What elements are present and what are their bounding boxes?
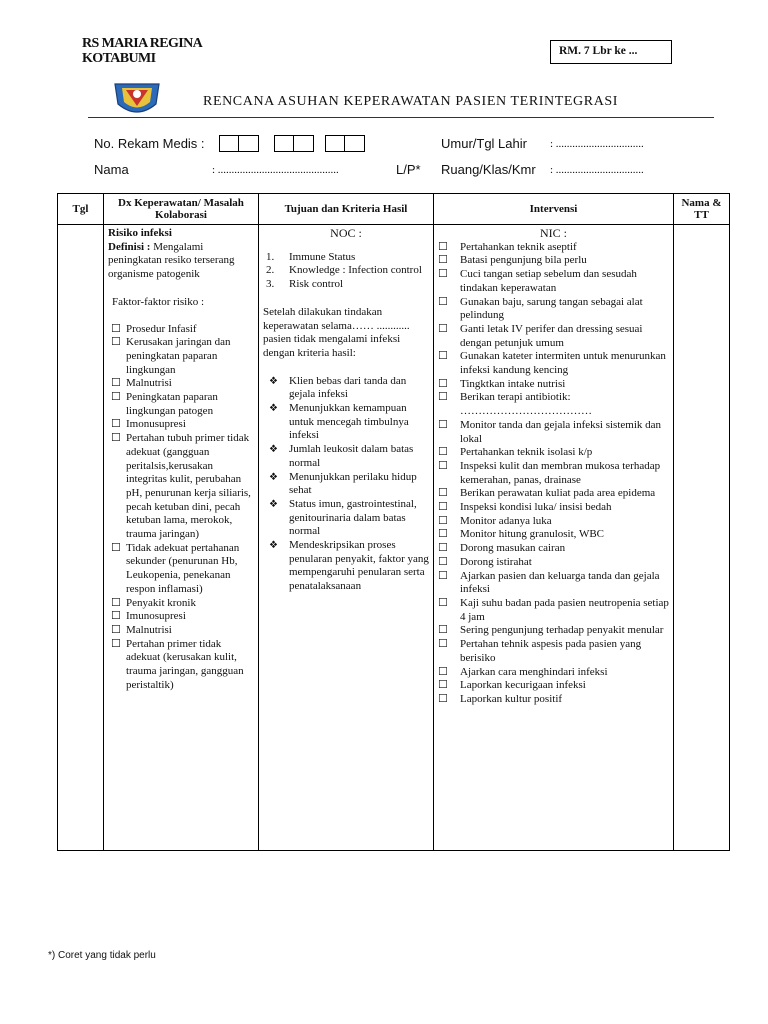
noc-item-text: Risk control <box>289 278 344 291</box>
checkbox-icon[interactable]: ☐ <box>438 514 448 527</box>
umur-field[interactable]: : ................................ <box>550 138 644 150</box>
footnote: *) Coret yang tidak perlu <box>48 950 156 961</box>
checkbox-icon[interactable]: ☐ <box>111 596 121 609</box>
nic-item <box>438 693 669 707</box>
rm-digit-box[interactable] <box>219 135 239 152</box>
noc-item-text: Immune Status <box>289 250 356 263</box>
dx-factor-item-text: Penyakit kronik <box>126 596 196 609</box>
dx-factor-item <box>108 336 254 377</box>
noc-criteria-item <box>263 498 429 539</box>
nic-item-text: Pertahankan teknik aseptif <box>460 240 577 253</box>
nic-item-text: Dorong istirahat <box>460 555 532 568</box>
dx-factor-item <box>108 418 254 432</box>
checkbox-icon[interactable]: ☐ <box>438 528 448 541</box>
noc-criteria-item <box>263 375 429 402</box>
checkbox-icon[interactable]: ☐ <box>438 487 448 500</box>
nic-item <box>438 515 669 529</box>
nic-item <box>438 666 669 680</box>
checkbox-icon[interactable]: ☐ <box>438 377 448 390</box>
noc-title: NOC : <box>330 226 362 240</box>
checkbox-icon[interactable]: ☐ <box>111 637 121 650</box>
checkbox-icon[interactable]: ☐ <box>438 665 448 678</box>
nic-item-text: Dorong masukan cairan <box>460 542 566 555</box>
noc-item <box>263 251 429 265</box>
nic-item <box>438 556 669 570</box>
nic-item <box>438 323 669 350</box>
hospital-name-line1: RS MARIA REGINA <box>82 36 203 51</box>
checkbox-icon[interactable]: ☐ <box>438 679 448 692</box>
diamond-bullet-icon: ❖ <box>269 403 278 415</box>
nic-item <box>438 597 669 624</box>
table-header-row <box>58 194 730 225</box>
nic-item-text: Pertahankan teknik isolasi k/p <box>460 446 593 459</box>
diamond-bullet-icon: ❖ <box>269 498 278 510</box>
nic-item-text: Monitor tanda dan gejala infeksi sistemik dan lokal <box>460 418 662 445</box>
nama-field[interactable]: : ............................................ <box>212 164 339 176</box>
checkbox-icon[interactable]: ☐ <box>111 322 121 335</box>
nic-item-text: Laporkan kecurigaan infeksi <box>460 679 586 692</box>
umur-label: Umur/Tgl Lahir <box>441 136 527 151</box>
nic-item-text: Berikan terapi antibiotik: ……………………………… <box>460 391 592 418</box>
form-title: RENCANA ASUHAN KEPERAWATAN PASIEN TERINTEGRASI <box>203 94 619 109</box>
nic-item <box>438 624 669 638</box>
nic-item <box>438 419 669 446</box>
nic-item <box>438 241 669 255</box>
checkbox-icon[interactable]: ☐ <box>111 623 121 636</box>
rm-digit-box[interactable] <box>325 135 345 152</box>
noc-criteria-item <box>263 471 429 498</box>
noc-criteria-item <box>263 402 429 443</box>
nic-item <box>438 391 669 418</box>
hospital-logo-icon <box>112 76 162 120</box>
nic-item-text: Gunakan baju, sarung tangan sebagai alat pelindung <box>460 295 643 322</box>
dx-factor-item-text: Pertahan tubuh primer tidak adekuat (gangguan peritalsis,kerusakan integritas kulit, perubahan pH, penurunan kerja siliaris, pecah ketuban dini, pecah ketuban lama, merokok, trauma jaringan) <box>126 432 251 541</box>
nic-item <box>438 638 669 665</box>
checkbox-icon[interactable]: ☐ <box>438 295 448 308</box>
checkbox-icon[interactable]: ☐ <box>111 610 121 623</box>
diamond-bullet-icon: ❖ <box>269 540 278 552</box>
nic-item-text: Gunakan kateter intermiten untuk menurunkan infeksi kandung kencing <box>460 350 666 377</box>
nic-item-text: Monitor hitung granulosit, WBC <box>460 528 605 541</box>
checkbox-icon[interactable]: ☐ <box>438 638 448 651</box>
noc-item <box>263 264 429 278</box>
nama-tt-cell[interactable] <box>674 225 730 851</box>
checkbox-icon[interactable]: ☐ <box>111 336 121 349</box>
nic-item-text: Inspeksi kondisi luka/ insisi bedah <box>460 501 612 514</box>
ruang-field[interactable]: : ................................ <box>550 164 644 176</box>
dx-factor-item-text: Malnutrisi <box>126 377 172 390</box>
rm-digit-box[interactable] <box>294 135 314 152</box>
checkbox-icon[interactable]: ☐ <box>438 391 448 404</box>
tgl-cell[interactable] <box>58 225 104 851</box>
dx-factors-label: Faktor-faktor risiko : <box>112 295 205 308</box>
noc-criteria-item-text: Jumlah leukosit dalam batas normal <box>289 443 414 469</box>
dx-factor-item <box>108 323 254 337</box>
rekam-medis-boxes[interactable] <box>274 135 314 152</box>
dx-factor-item <box>108 432 254 542</box>
dx-factor-item-text: Imunosupresi <box>126 610 186 623</box>
dx-factor-item-text: Prosedur Infasif <box>126 322 197 335</box>
dx-def-label: Definisi : <box>108 240 151 253</box>
noc-criteria-item-text: Mendeskripsikan proses penularan penyakit, faktor yang mempengaruhi penularan serta penatalaksanaan <box>289 539 429 593</box>
header-divider <box>88 117 714 118</box>
dx-title: Risiko infeksi <box>108 227 172 239</box>
care-plan-table <box>57 193 730 851</box>
noc-intro: Setelah dilakukan tindakan keperawatan selama…… ............ pasien tidak mengalami infeksi dengan kriteria hasil: <box>263 305 410 359</box>
rekam-medis-boxes[interactable] <box>219 135 259 152</box>
dx-factor-item-text: Peningkatan paparan lingkungan patogen <box>126 391 218 417</box>
nic-item-text: Laporkan kultur positif <box>460 692 563 705</box>
noc-item-number: 2. <box>266 264 275 277</box>
nic-item-text: Inspeksi kulit dan membran mukosa terhadap kemerahan, panas, drainase <box>460 459 661 486</box>
rm-digit-box[interactable] <box>274 135 294 152</box>
nic-item <box>438 487 669 501</box>
nic-item-text: Ajarkan pasien dan keluarga tanda dan gejala infeksi <box>460 569 660 596</box>
checkbox-icon[interactable]: ☐ <box>438 268 448 281</box>
noc-criteria-item-text: Menunjukkan perilaku hidup sehat <box>289 470 417 497</box>
nic-item <box>438 446 669 460</box>
lp-label[interactable]: L/P* <box>396 162 421 177</box>
diamond-bullet-icon: ❖ <box>269 471 278 483</box>
dx-factor-item <box>108 638 254 693</box>
checkbox-icon[interactable]: ☐ <box>438 254 448 267</box>
dx-factor-list <box>108 323 254 693</box>
nic-list <box>438 241 669 707</box>
checkbox-icon[interactable]: ☐ <box>438 350 448 363</box>
nic-item <box>438 679 669 693</box>
checkbox-icon[interactable]: ☐ <box>438 569 448 582</box>
nic-item-text: Pertahan tehnik aspesis pada pasien yang berisiko <box>460 638 642 664</box>
nic-item <box>438 350 669 377</box>
nic-item <box>438 542 669 556</box>
dx-definition <box>108 241 254 282</box>
checkbox-icon[interactable]: ☐ <box>111 391 121 404</box>
noc-item-number: 3. <box>266 278 275 291</box>
dx-factor-item-text: Imonusupresi <box>126 418 186 431</box>
hospital-name-line2: KOTABUMI <box>82 51 156 66</box>
rekam-medis-boxes[interactable] <box>325 135 365 152</box>
checkbox-icon[interactable]: ☐ <box>111 418 121 431</box>
nic-item-text: Batasi pengunjung bila perlu <box>460 254 587 267</box>
nic-item-text: Cuci tangan setiap sebelum dan sesudah tindakan keperawatan <box>460 268 637 294</box>
dx-factor-item <box>108 624 254 638</box>
nic-item-text: Kaji suhu badan pada pasien neutropenia setiap 4 jam <box>460 596 669 623</box>
nic-item <box>438 528 669 542</box>
dx-factor-item-text: Kerusakan jaringan dan peningkatan paparan lingkungan <box>126 336 231 376</box>
noc-criteria-item-text: Menunjukkan kemampuan untuk mencegah timbulnya infeksi <box>289 402 409 442</box>
rekam-medis-label: No. Rekam Medis : <box>94 136 205 151</box>
dx-factor-item <box>108 391 254 418</box>
nic-cell <box>434 225 674 851</box>
noc-item-number: 1. <box>266 250 275 263</box>
nic-item <box>438 254 669 268</box>
dx-factor-item <box>108 377 254 391</box>
dx-factor-item <box>108 597 254 611</box>
noc-item <box>263 278 429 292</box>
nic-item-text: Sering pengunjung terhadap penyakit menular <box>460 624 664 637</box>
col-header-nama-tt: Nama & TT <box>674 194 730 225</box>
noc-cell <box>259 225 434 851</box>
nic-title: NIC : <box>540 226 567 240</box>
checkbox-icon[interactable]: ☐ <box>438 459 448 472</box>
dx-def-text: Mengalami peningkatan resiko terserang organisme patogenik <box>108 240 235 281</box>
checkbox-icon[interactable]: ☐ <box>111 541 121 554</box>
checkbox-icon[interactable]: ☐ <box>438 418 448 431</box>
noc-criteria-item-text: Status imun, gastrointestinal, genitourinaria dalam batas normal <box>289 497 417 538</box>
noc-criteria-item <box>263 443 429 470</box>
rm-digit-box[interactable] <box>345 135 365 152</box>
noc-criteria-list <box>263 375 429 594</box>
col-header-intervensi: Intervensi <box>434 194 674 225</box>
checkbox-icon[interactable]: ☐ <box>438 692 448 705</box>
checkbox-icon[interactable]: ☐ <box>438 624 448 637</box>
noc-item-text: Knowledge : Infection control <box>289 264 422 277</box>
checkbox-icon[interactable]: ☐ <box>438 322 448 335</box>
checkbox-icon[interactable]: ☐ <box>111 377 121 390</box>
nic-item-text: Berikan perawatan kuliat pada area epidema <box>460 487 656 500</box>
nic-item <box>438 570 669 597</box>
dx-factor-item-text: Malnutrisi <box>126 623 172 636</box>
nic-item-text: Monitor adanya luka <box>460 514 552 527</box>
nic-item <box>438 296 669 323</box>
nic-item <box>438 268 669 295</box>
dx-factor-item <box>108 542 254 597</box>
rm-sheet-box: RM. 7 Lbr ke ... <box>550 40 672 64</box>
nic-item-text: Tingktkan intake nutrisi <box>460 377 566 390</box>
diamond-bullet-icon: ❖ <box>269 375 278 387</box>
hospital-name <box>82 36 202 66</box>
checkbox-icon[interactable]: ☐ <box>438 446 448 459</box>
dx-factor-item-text: Pertahan primer tidak adekuat (kerusakan kulit, trauma jaringan, gangguan peristaltik) <box>126 637 244 691</box>
checkbox-icon[interactable]: ☐ <box>111 432 121 445</box>
nic-item <box>438 378 669 392</box>
checkbox-icon[interactable]: ☐ <box>438 555 448 568</box>
col-header-tujuan: Tujuan dan Kriteria Hasil <box>259 194 434 225</box>
checkbox-icon[interactable]: ☐ <box>438 501 448 514</box>
dx-factor-item <box>108 610 254 624</box>
dx-factor-item-text: Tidak adekuat pertahanan sekunder (penurunan Hb, Leukopenia, penekanan respon inflamasi) <box>126 541 240 595</box>
nic-item <box>438 460 669 487</box>
nama-label: Nama <box>94 162 129 177</box>
dx-cell <box>104 225 259 851</box>
nic-item <box>438 501 669 515</box>
noc-criteria-item-text: Klien bebas dari tanda dan gejala infeksi <box>289 374 407 401</box>
noc-criteria-item <box>263 539 429 594</box>
ruang-label: Ruang/Klas/Kmr <box>441 162 536 177</box>
nic-item-text: Ajarkan cara menghindari infeksi <box>460 665 608 678</box>
col-header-tgl: Tgl <box>58 194 104 225</box>
table-row <box>58 225 730 851</box>
col-header-dx: Dx Keperawatan/ Masalah Kolaborasi <box>104 194 259 225</box>
nic-item-text: Ganti letak IV perifer dan dressing sesuai dengan petunjuk umum <box>460 322 643 349</box>
diamond-bullet-icon: ❖ <box>269 444 278 456</box>
checkbox-icon[interactable]: ☐ <box>438 240 448 253</box>
noc-list <box>263 251 429 292</box>
rm-digit-box[interactable] <box>239 135 259 152</box>
checkbox-icon[interactable]: ☐ <box>438 542 448 555</box>
checkbox-icon[interactable]: ☐ <box>438 596 448 609</box>
